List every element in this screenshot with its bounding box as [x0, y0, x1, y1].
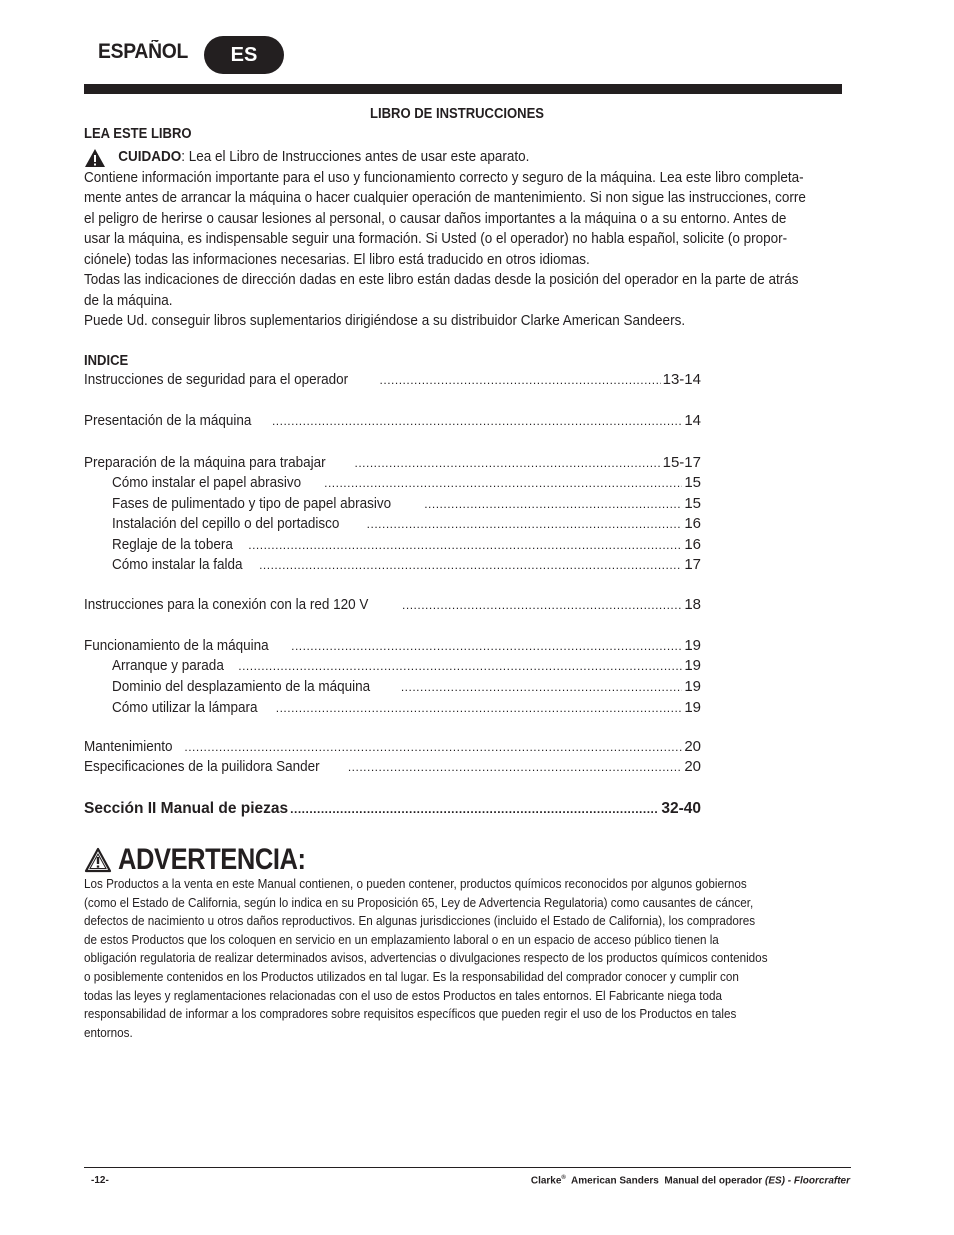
footer-rule	[84, 1167, 851, 1168]
toc-entry-page: 18	[684, 596, 701, 613]
toc-entry-page: 16	[684, 515, 701, 532]
registered-mark: ®	[561, 1175, 566, 1181]
toc-subentry[interactable]	[112, 657, 701, 677]
toc-entry-label: Sección II Manual de piezas	[84, 800, 289, 817]
toc-entry-label: Instrucciones para la conexión con la red 120 V	[84, 596, 369, 613]
toc-entry-page: 17	[684, 556, 701, 573]
toc-subentry[interactable]	[112, 556, 701, 576]
warning-line: obligación regulatoria de realizar determinados avisos, advertencias o divulgaciones respecto de los productos químicos contenidos	[84, 950, 768, 966]
body-line: Puede Ud. conseguir libros suplementarios dirigiéndose a su distribuidor Clarke American Sandeers.	[84, 312, 686, 329]
toc-entry-label: Presentación de la máquina	[84, 412, 252, 429]
toc-entry-label: Funcionamiento de la máquina	[84, 637, 269, 654]
toc-entry-page: 19	[684, 699, 701, 716]
index-heading: INDICE	[84, 353, 129, 369]
language-label: ESPAÑOL	[98, 40, 189, 63]
warning-line: o posiblemente contenidos en los Productos utilizados en tal lugar. Es la responsabilidad del comprador conocer y cumplir con	[84, 968, 739, 984]
toc-entry-label: Cómo utilizar la lámpara	[112, 699, 258, 716]
toc-entry[interactable]	[84, 758, 701, 778]
body-line: Todas las indicaciones de dirección dadas en este libro están dadas desde la posición del operador en la parte de atrás	[84, 271, 799, 288]
language-badge: ES	[204, 36, 284, 74]
caution-text: : Lea el Libro de Instrucciones antes de usar este aparato.	[181, 148, 530, 165]
toc-entry-label: Instrucciones de seguridad para el operador	[84, 371, 349, 388]
body-line: ciónele) todas las informaciones necesarias. El libro está traducido en otros idiomas.	[84, 250, 590, 268]
footer-manual-info	[531, 1175, 850, 1186]
toc-entry-label: Fases de pulimentado y tipo de papel abrasivo	[112, 495, 392, 512]
toc-subentry[interactable]	[112, 474, 701, 494]
toc-subentry[interactable]	[112, 699, 701, 719]
toc-entry-label: Dominio del desplazamiento de la máquina	[112, 678, 371, 695]
toc-entry-page: 13-14	[662, 371, 701, 388]
page-number: -12-	[91, 1175, 109, 1186]
footer-brand: Clarke	[530, 1175, 562, 1187]
toc-entry[interactable]	[84, 596, 701, 616]
toc-entry-label: Arranque y parada	[112, 657, 224, 674]
toc-entry[interactable]	[84, 412, 701, 432]
warning-line: defectos de nacimiento u otros daños reproductivos. En algunas jurisdicciones (incluido el Estado de California), los compradores	[84, 913, 756, 929]
toc-subentry[interactable]	[112, 678, 701, 698]
toc-entry[interactable]	[84, 637, 701, 657]
warning-line: (como el Estado de California, según lo indica en su Proposición 65, Ley de Advertencia Regulatoria) como causantes de cáncer,	[84, 894, 754, 910]
toc-entry-page: 19	[684, 657, 701, 674]
toc-subentry[interactable]	[112, 495, 701, 515]
warning-triangle-icon	[84, 847, 112, 873]
toc-entry-page: 15-17	[662, 454, 701, 471]
toc-entry-label: Mantenimiento	[84, 738, 173, 755]
toc-entry-page: 16	[684, 536, 701, 553]
toc-entry[interactable]	[84, 454, 701, 474]
toc-entry-page: 20	[684, 758, 701, 775]
toc-subentry[interactable]	[112, 536, 701, 556]
body-line: Contiene información importante para el uso y funcionamiento correcto y seguro de la máquina. Lea este libro completa-	[84, 168, 804, 186]
toc-entry-label: Preparación de la máquina para trabajar	[84, 454, 326, 471]
warning-line: responsabilidad de informar a los compradores sobre requisitos específicos que pueden regir el uso de los Productos en tales	[84, 1006, 737, 1022]
toc-entry-page: 19	[684, 637, 701, 654]
warning-line: Los Productos a la venta en este Manual contienen, o pueden contener, productos químicos reconocidos por algunos gobiernos	[84, 876, 747, 891]
warning-body	[84, 875, 768, 1042]
toc-entry-page: 32-40	[661, 800, 701, 817]
warning-line: todas las leyes y reglamentaciones relacionadas con el uso de estos Productos en tales entornos. El Fabricante niega toda	[84, 987, 723, 1003]
toc-entry-page: 14	[684, 412, 701, 429]
toc-entry-page: 15	[684, 474, 701, 491]
warning-line: de estos Productos que los coloquen en servicio en un emplazamiento laboral o en un espacio de acceso público tienen la	[84, 931, 719, 947]
toc-entry-label: Cómo instalar el papel abrasivo	[112, 474, 302, 491]
read-book-body	[84, 147, 840, 332]
warning-line: entornos.	[84, 1024, 133, 1040]
toc-entry-page: 19	[684, 678, 701, 695]
warning-heading	[84, 843, 339, 877]
document-title: LIBRO DE INSTRUCCIONES	[370, 106, 545, 122]
body-line: usar la máquina, es indispensable seguir una formación. Si Usted (o el operador) no habla español, solicite (o propor-	[84, 230, 788, 247]
footer-edition: (ES) - Floorcrafter	[764, 1175, 850, 1187]
toc-entry[interactable]	[84, 371, 701, 391]
toc-entry-page: 15	[684, 495, 701, 512]
toc-entry-label: Cómo instalar la falda	[112, 556, 243, 573]
toc-entry[interactable]	[84, 738, 701, 758]
toc-entry-label: Instalación del cepillo o del portadisco	[112, 515, 340, 532]
footer-company: American Sanders Manual del operador	[565, 1175, 765, 1187]
caution-label: CUIDADO	[118, 148, 182, 165]
toc-subentry[interactable]	[112, 515, 701, 535]
toc-entry-label: Reglaje de la tobera	[112, 536, 233, 553]
warning-title: ADVERTENCIA:	[118, 843, 306, 876]
read-book-heading: LEA ESTE LIBRO	[84, 126, 192, 142]
toc-entry-parts-section[interactable]	[84, 800, 701, 820]
toc-entry-page: 20	[684, 738, 701, 755]
header-rule	[84, 84, 842, 94]
toc-entry-label: Especificaciones de la puilidora Sander	[84, 758, 320, 775]
caution-line	[84, 147, 840, 168]
body-line: mente antes de arrancar la máquina o hacer cualquier operación de mantenimiento. Si non sigue las instrucciones, corre	[84, 189, 806, 206]
body-line: de la máquina.	[84, 291, 173, 309]
body-line: el peligro de herirse o causar lesiones al personal, o causar daños importantes a la máquina o a su entorno. Antes de	[84, 209, 787, 227]
